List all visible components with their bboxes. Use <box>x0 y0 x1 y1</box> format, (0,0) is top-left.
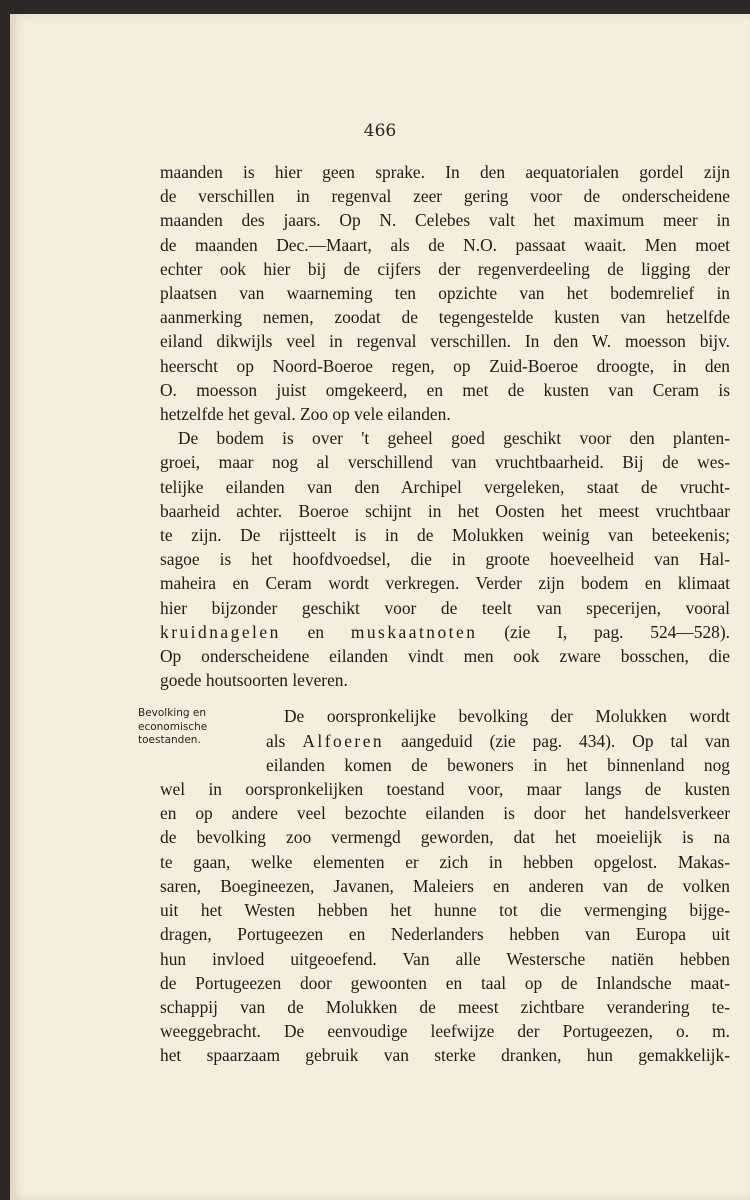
book-page <box>10 14 750 1200</box>
margin-note-line: Bevolking en <box>138 707 206 720</box>
page-number: 466 <box>363 121 397 141</box>
text-line: de bevolking zoo vermengd geworden, dat het moeielijk is na <box>160 827 730 848</box>
spaced-term: kruidnagelen <box>160 621 281 642</box>
text-line: eilanden komen de bewoners in het binnenland nog <box>266 754 730 775</box>
spaced-term: muskaatnoten <box>350 621 478 642</box>
text-line: hetzelfde het geval. Zoo op vele eilanden. <box>160 404 451 425</box>
text-line: maanden is hier geen sprake. In den aequatorialen gordel zijn <box>160 162 730 182</box>
margin-note-line: toestanden. <box>138 734 201 747</box>
margin-note-line: economische <box>138 720 208 733</box>
text-line: de Portugeezen door gewoonten en taal op de Inlandsche maat- <box>160 972 730 993</box>
text-fragment: als <box>266 730 303 751</box>
text-line: weeggebracht. De eenvoudige leefwijze der Portugeezen, o. m. <box>160 1021 730 1042</box>
text-line: te gaan, welke elementen er zich in hebben opgelost. Makas- <box>160 851 730 872</box>
text-line: telijke eilanden van den Archipel vergeleken, staat de vrucht- <box>160 476 730 497</box>
text-line: wel in oorspronkelijken toestand voor, maar langs de kusten <box>160 779 730 800</box>
text-fragment: (zie I, pag. 524—528). <box>477 621 730 642</box>
text-line: te zijn. De rijstteelt is in de Molukken weinig van beteekenis; <box>160 525 730 546</box>
text-line: groei, maar nog al verschillend van vruchtbaarheid. Bij de wes- <box>160 452 730 473</box>
text-line: goede houtsoorten leveren. <box>160 670 348 691</box>
margin-note <box>138 707 256 748</box>
text-line: hier bijzonder geschikt voor de teelt van specerijen, vooral <box>160 597 730 618</box>
section-gap <box>160 692 730 704</box>
text-line-spaced <box>160 620 730 644</box>
text-line: echter ook hier bij de cijfers der regenverdeeling de ligging der <box>160 258 730 279</box>
text-line: en op andere veel bezochte eilanden is door het handelsverkeer <box>160 803 730 824</box>
text-line: hun invloed uitgeoefend. Van alle Westersche natiën hebben <box>160 948 730 969</box>
paragraph-1 <box>160 160 730 426</box>
text-line: uit het Westen hebben het hunne tot die vermenging bijge- <box>160 900 730 921</box>
text-line: aanmerking nemen, zoodat de tegengestelde kusten van hetzelfde <box>160 307 730 328</box>
text-line: Op onderscheidene eilanden vindt men ook zware bosschen, die <box>160 646 730 667</box>
text-line: de maanden Dec.—Maart, als de N.O. passaat waait. Men moet <box>160 234 730 255</box>
text-line: het spaarzaam gebruik van sterke dranken, hun gemakkelijk- <box>160 1045 730 1066</box>
section-population <box>138 704 730 1067</box>
text-line: baarheid achter. Boeroe schijnt in het Oosten het meest vruchtbaar <box>160 500 730 521</box>
body-text <box>138 160 730 1068</box>
text-line: saren, Boegineezen, Javanen, Maleiers en anderen van de volken <box>160 875 730 896</box>
text-line: heerscht op Noord-Boeroe regen, op Zuid-Boeroe droogte, in den <box>160 355 730 376</box>
text-fragment: aangeduid (zie pag. 434). Op tal van <box>384 730 730 751</box>
text-line: maheira en Ceram wordt verkregen. Verder zijn bodem en klimaat <box>160 573 730 594</box>
text-line: schappij van de Molukken de meest zichtbare verandering te- <box>160 996 730 1017</box>
text-line: O. moesson juist omgekeerd, en met de kusten van Ceram is <box>160 379 730 400</box>
text-line: sagoe is het hoofdvoedsel, die in groote hoeveelheid van Hal- <box>160 549 730 570</box>
text-line: eiland dikwijls veel in regenval verschillen. In den W. moesson bijv. <box>160 331 730 352</box>
text-line: de verschillen in regenval zeer gering voor de onderscheidene <box>160 186 730 207</box>
text-line: maanden des jaars. Op N. Celebes valt het maximum meer in <box>160 210 730 231</box>
spaced-term: Alfoeren <box>302 730 385 751</box>
text-line: dragen, Portugeezen en Nederlanders hebben van Europa uit <box>160 924 730 945</box>
text-line: De oorspronkelijke bevolking der Molukken wordt <box>284 706 730 727</box>
text-line: De bodem is over 't geheel goed geschikt voor den planten- <box>178 428 730 449</box>
text-line: plaatsen van waarneming ten opzichte van het bodemrelief in <box>160 283 730 304</box>
paragraph-2 <box>160 426 730 692</box>
text-fragment: en <box>280 621 351 642</box>
